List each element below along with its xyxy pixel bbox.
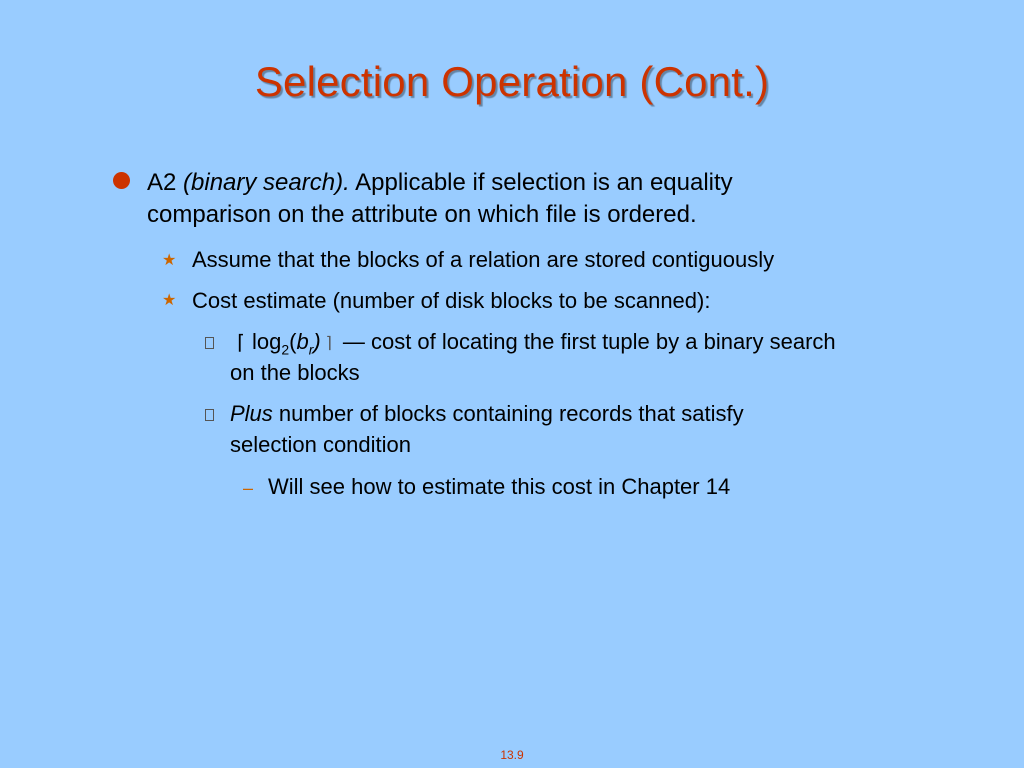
var-sub-r: r (308, 341, 314, 358)
bullet-1-italic: (binary search). (183, 169, 350, 196)
subsub-1-text: — cost of locating the first tuple by a binary search (336, 329, 836, 354)
paren-close: ) (313, 329, 321, 354)
square-bullet-icon (205, 337, 214, 349)
log-text: log (252, 329, 282, 354)
star-bullet-icon: ★ (162, 292, 177, 309)
subsub-2-italic: Plus (230, 401, 273, 426)
paren-open: ( (289, 329, 297, 354)
sub-bullet-1: Assume that the blocks of a relation are stored contiguously (192, 247, 775, 272)
subsub-bullet-2-line-2: selection condition (230, 432, 412, 457)
subsub-bullet-1-line-2: on the blocks (230, 360, 360, 385)
page-number: 13.9 (500, 748, 524, 762)
ceiling-right-icon: ⌉ (325, 335, 332, 353)
square-bullet-icon (205, 409, 214, 421)
ceiling-left-icon: ⌈ (237, 332, 245, 354)
bullet-dot (113, 172, 130, 189)
slide-title: Selection Operation (Cont.) (254, 58, 770, 105)
subsub-bullet-2-line-1 (230, 401, 744, 427)
bullet-1-text: Applicable if selection is an equality (355, 169, 733, 196)
bullet-1-label: A2 (147, 169, 177, 196)
var-b: b (296, 329, 309, 354)
dash-bullet: – (243, 478, 254, 498)
sub-bullet-2: Cost estimate (number of disk blocks to be scanned): (192, 288, 711, 313)
bullet-1-line-1 (147, 169, 733, 197)
subsub-bullet-1-line-1 (230, 329, 836, 357)
star-bullet-icon: ★ (162, 252, 177, 269)
log-base: 2 (281, 341, 290, 358)
subsubsub-bullet: Will see how to estimate this cost in Chapter 14 (268, 474, 731, 499)
bullet-1-line-2: comparison on the attribute on which file is ordered. (147, 201, 697, 228)
subsub-2-text: number of blocks containing records that satisfy (272, 401, 744, 426)
